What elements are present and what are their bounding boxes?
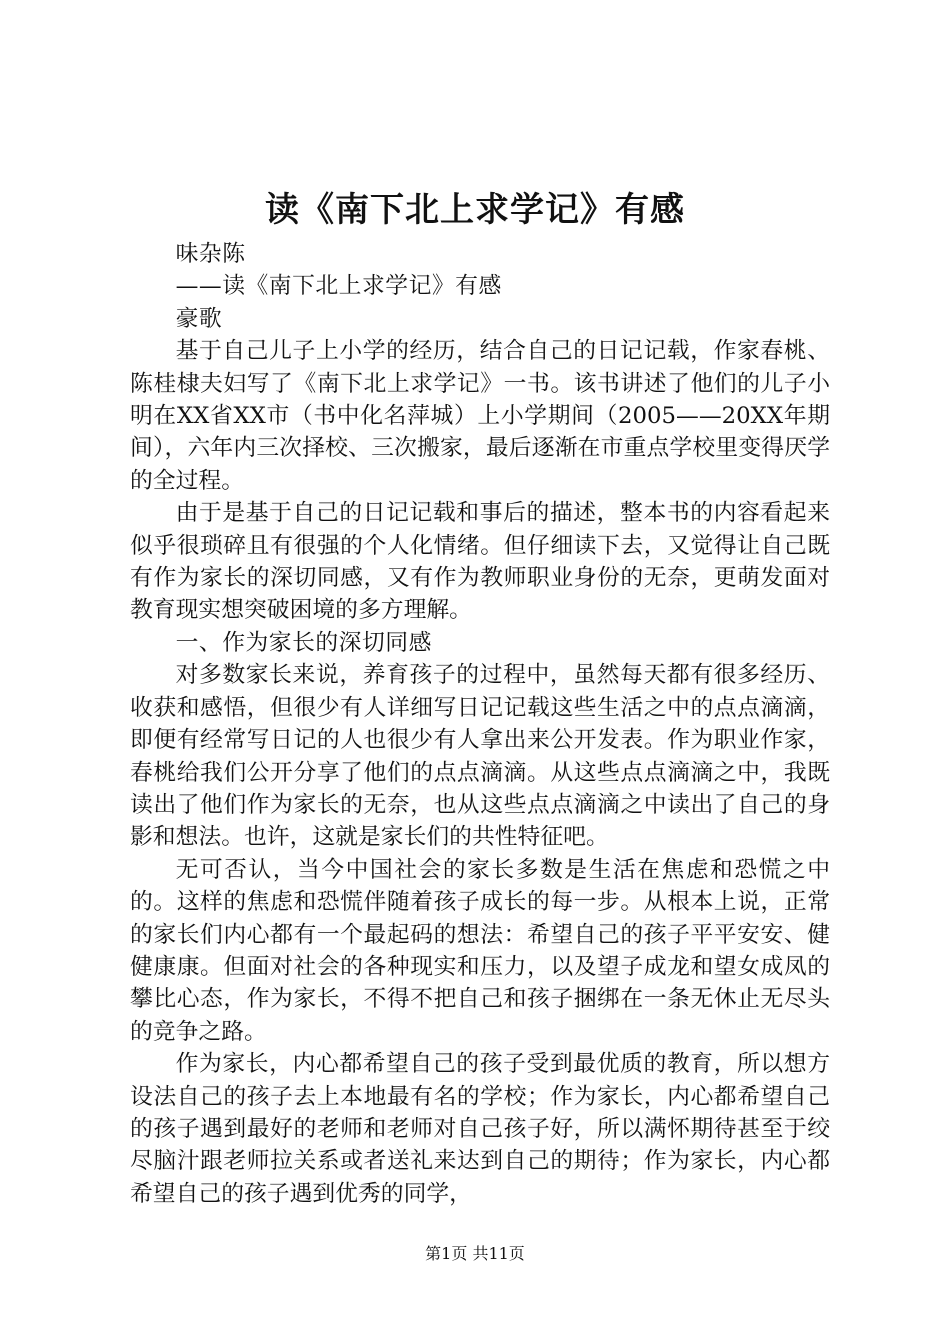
paragraph: 由于是基于自己的日记记载和事后的描述，整本书的内容看起来似乎很琐碎且有很强的个人化情绪。但仔细读下去，又觉得让自己既有作为家长的深切同感，又有作为教师职业身份的无奈，更萌发面对教育现实想突破困境的多方理解。 [130, 500, 830, 624]
subtitle-line: ——读《南下北上求学记》有感 [175, 273, 502, 300]
page-number-footer: 第1页 共11页 [425, 1244, 525, 1263]
document-title: 读《南下北上求学记》有感 [265, 190, 685, 230]
paragraph: 基于自己儿子上小学的经历，结合自己的日记记载，作家春桃、陈桂棣夫妇写了《南下北上求学记》一书。该书讲述了他们的儿子小明在XX省XX市（书中化名萍城）上小学期间（2005——20XX年期间），六年内三次择校、三次搬家，最后逐渐在市重点学校里变得厌学的全过程。 [130, 338, 830, 494]
paragraph: 作为家长，内心都希望自己的孩子受到最优质的教育，所以想方设法自己的孩子去上本地最有名的学校；作为家长，内心都希望自己的孩子遇到最好的老师和老师对自己孩子好，所以满怀期待甚至于绞尽脑汁跟老师拉关系或者送礼来达到自己的期待；作为家长，内心都希望自己的孩子遇到优秀的同学， [130, 1051, 830, 1207]
document-body [130, 238, 830, 1210]
author-line: 味杂陈 [175, 241, 246, 267]
paragraph: 无可否认，当今中国社会的家长多数是生活在焦虑和恐慌之中的。这样的焦虑和恐慌伴随着孩子成长的每一步。从根本上说，正常的家长们内心都有一个最起码的想法：希望自己的孩子平平安安、健健康康。但面对社会的各种现实和压力，以及望子成龙和望女成凤的攀比心态，作为家长，不得不把自己和孩子捆绑在一条无休止无尽头的竞争之路。 [130, 856, 830, 1045]
section-heading: 一、作为家长的深切同感 [175, 629, 432, 656]
paragraph: 对多数家长来说，养育孩子的过程中，虽然每天都有很多经历、收获和感悟，但很少有人详细写日记记载这些生活之中的点点滴滴，即便有经常写日记的人也很少有人拿出来公开发表。作为职业作家，春桃给我们公开分享了他们的点点滴滴。从这些点点滴滴之中，我既读出了他们作为家长的无奈，也从这些点点滴滴之中读出了自己的身影和想法。也许，这就是家长们的共性特征吧。 [130, 662, 830, 851]
byline: 豪歌 [175, 305, 223, 332]
